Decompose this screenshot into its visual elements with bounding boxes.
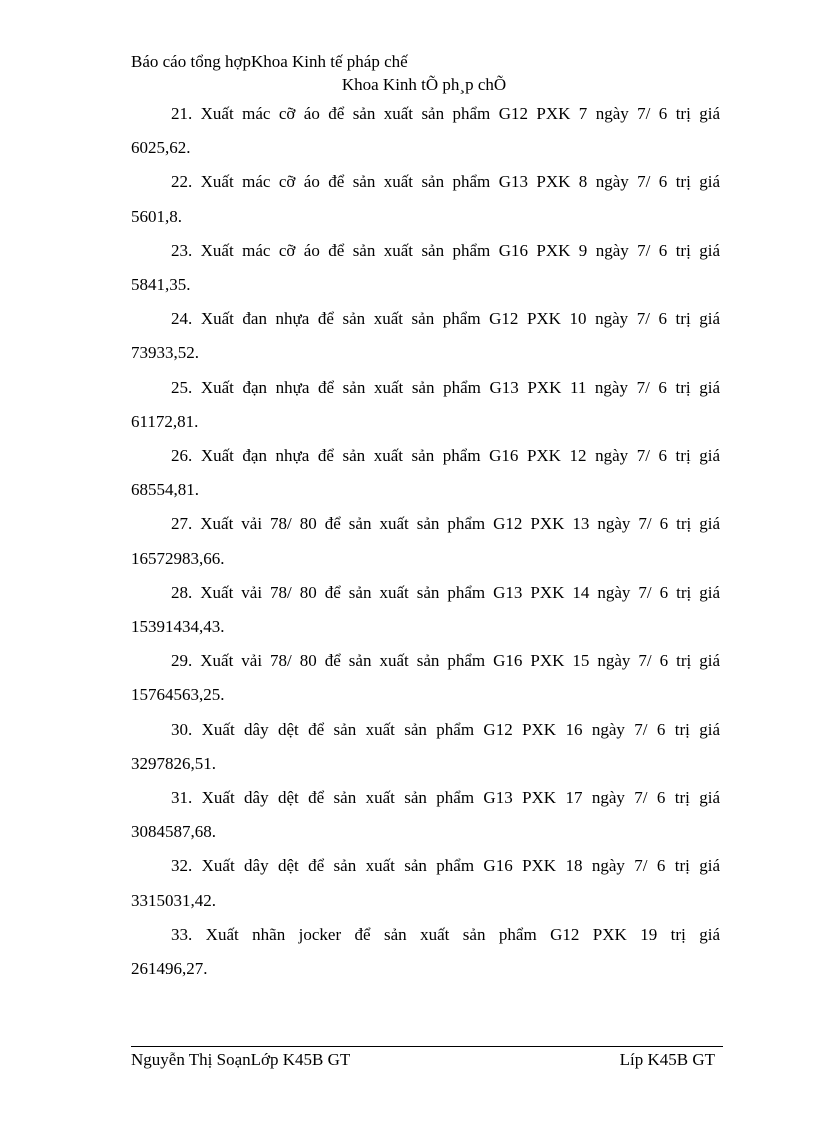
list-item [131, 781, 720, 849]
list-item-text: 25. Xuất đạn nhựa để sản xuất sản phẩm G13 PXK 11 ngày 7/ 6 trị giá [171, 377, 720, 397]
list-item-value: 3315031,42. [131, 890, 216, 910]
list-item-value: 5601,8. [131, 206, 182, 226]
list-item-value: 61172,81. [131, 411, 199, 431]
list-item-text: 26. Xuất đạn nhựa để sản xuất sản phẩm G16 PXK 12 ngày 7/ 6 trị giá [171, 446, 720, 466]
list-item [131, 302, 720, 370]
list-item [131, 576, 720, 644]
list-item-text: 31. Xuất dây dệt để sản xuất sản phẩm G13 PXK 17 ngày 7/ 6 trị giá [171, 788, 720, 808]
list-item [131, 644, 720, 712]
list-item-text: 29. Xuất vải 78/ 80 để sản xuất sản phẩm G16 PXK 15 ngày 7/ 6 trị giá [171, 651, 720, 671]
list-item-value: 3084587,68. [131, 822, 216, 842]
list-item-text: 22. Xuất mác cỡ áo để sản xuất sản phẩm G13 PXK 8 ngày 7/ 6 trị giá [171, 172, 720, 192]
list-item-value: 16572983,66. [131, 548, 225, 568]
list-item-text: 21. Xuất mác cỡ áo để sản xuất sản phẩm G12 PXK 7 ngày 7/ 6 trị giá [171, 104, 720, 123]
list-item [131, 234, 720, 302]
footer-author: Nguyễn Thị SoạnLớp K45B GT [131, 1050, 351, 1069]
list-item [131, 713, 720, 781]
list-item-text: 24. Xuất đan nhựa để sản xuất sản phẩm G12 PXK 10 ngày 7/ 6 trị giá [171, 309, 720, 329]
list-item [131, 507, 720, 575]
list-item-value: 5841,35. [131, 275, 191, 295]
running-header: Báo cáo tổng hợpKhoa Kinh tế pháp chế [131, 52, 408, 71]
list-item-text: 32. Xuất dây dệt để sản xuất sản phẩm G16 PXK 18 ngày 7/ 6 trị giá [171, 856, 720, 876]
list-item-value: 68554,81. [131, 480, 199, 500]
list-item [131, 439, 720, 507]
list-item-text: 27. Xuất vải 78/ 80 để sản xuất sản phẩm G12 PXK 13 ngày 7/ 6 trị giá [171, 514, 720, 534]
running-header-legacy-encoding: Khoa Kinh tÕ ph¸p chÕ [341, 75, 507, 94]
document-body [131, 97, 720, 986]
list-item-value: 73933,52. [131, 343, 199, 363]
list-item [131, 849, 720, 917]
list-item [131, 371, 720, 439]
list-item [131, 97, 720, 165]
list-item [131, 165, 720, 233]
footer-class: Líp K45B GT [619, 1050, 715, 1069]
list-item-value: 15391434,43. [131, 617, 225, 637]
list-item [131, 918, 720, 986]
list-item-text: 23. Xuất mác cỡ áo để sản xuất sản phẩm G16 PXK 9 ngày 7/ 6 trị giá [171, 240, 720, 260]
list-item-text: 28. Xuất vải 78/ 80 để sản xuất sản phẩm G13 PXK 14 ngày 7/ 6 trị giá [171, 582, 720, 602]
list-item-value: 261496,27. [131, 959, 208, 979]
list-item-value: 6025,62. [131, 138, 191, 158]
footer-divider [131, 1046, 723, 1047]
list-item-value: 3297826,51. [131, 753, 216, 773]
list-item-text: 33. Xuất nhãn jocker để sản xuất sản phẩm G12 PXK 19 trị giá [171, 924, 720, 944]
list-item-text: 30. Xuất dây dệt để sản xuất sản phẩm G12 PXK 16 ngày 7/ 6 trị giá [171, 719, 720, 739]
list-item-value: 15764563,25. [131, 685, 225, 705]
